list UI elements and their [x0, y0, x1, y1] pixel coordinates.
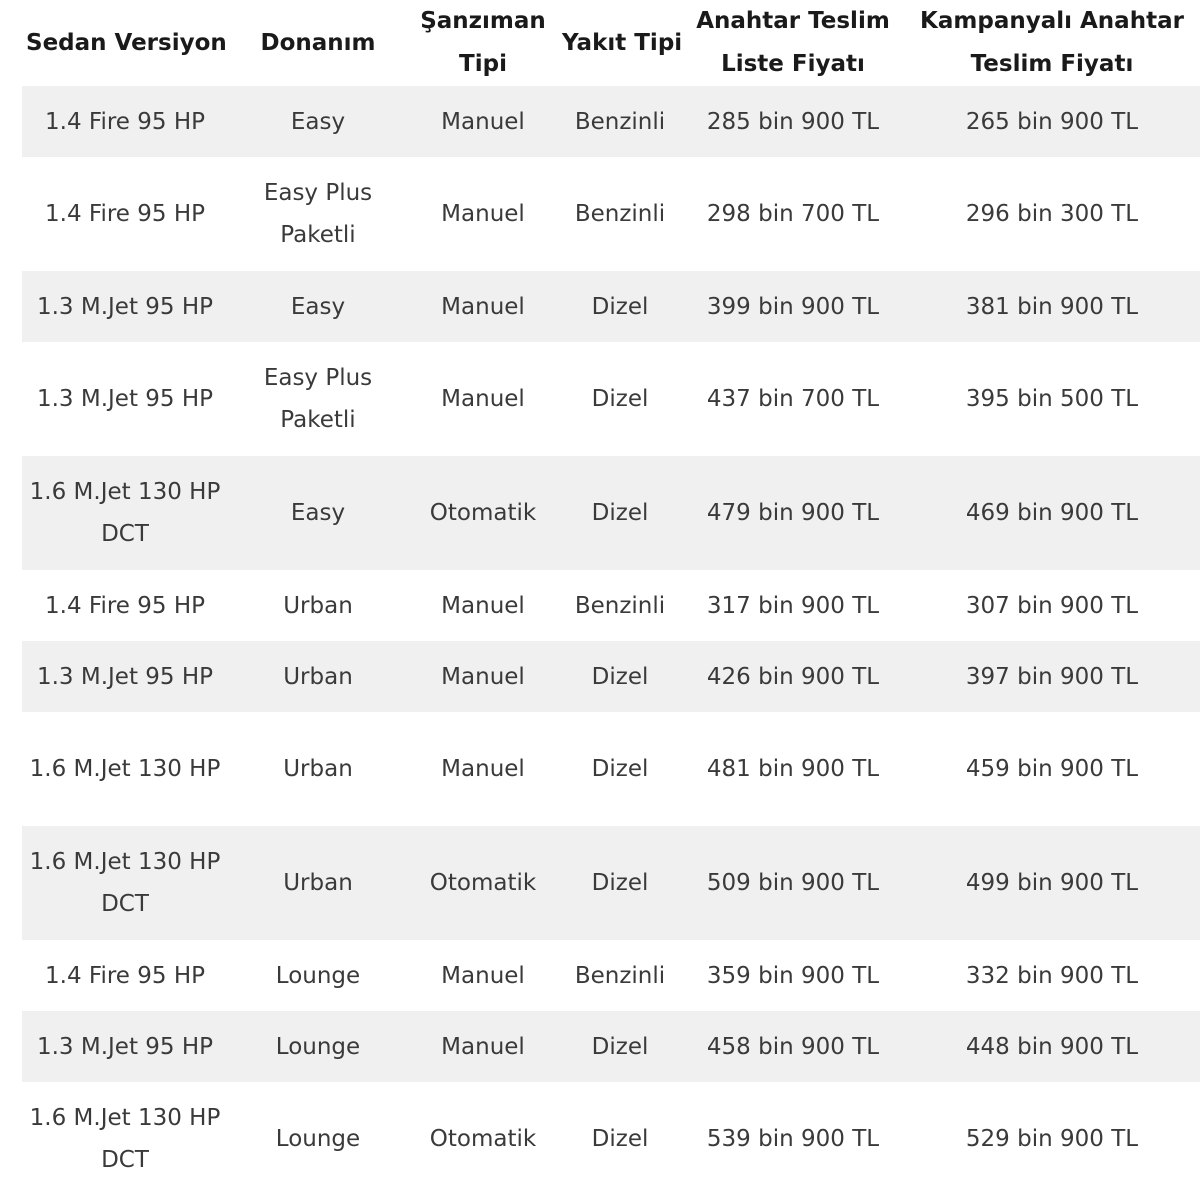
- cell-liste-fiyati: 426 bin 900 TL: [682, 641, 904, 712]
- cell-donanim: Lounge: [228, 1082, 408, 1196]
- table-row: [22, 826, 1200, 940]
- cell-yakit-tipi: Benzinli: [558, 157, 682, 271]
- table-row: [22, 86, 1200, 157]
- price-table-container: [22, 0, 1200, 1196]
- cell-donanim: Urban: [228, 570, 408, 641]
- cell-sanziman-tipi: Manuel: [408, 86, 558, 157]
- cell-sanziman-tipi: Manuel: [408, 271, 558, 342]
- cell-sanziman-tipi: Manuel: [408, 570, 558, 641]
- cell-donanim: Easy: [228, 271, 408, 342]
- cell-yakit-tipi: Dizel: [558, 826, 682, 940]
- cell-liste-fiyati: 481 bin 900 TL: [682, 712, 904, 826]
- cell-sanziman-tipi: Manuel: [408, 940, 558, 1011]
- cell-liste-fiyati: 359 bin 900 TL: [682, 940, 904, 1011]
- cell-kampanyali-fiyat: 381 bin 900 TL: [904, 271, 1200, 342]
- cell-donanim: Lounge: [228, 1011, 408, 1082]
- table-row: [22, 456, 1200, 570]
- cell-kampanyali-fiyat: 307 bin 900 TL: [904, 570, 1200, 641]
- cell-kampanyali-fiyat: 448 bin 900 TL: [904, 1011, 1200, 1082]
- cell-kampanyali-fiyat: 395 bin 500 TL: [904, 342, 1200, 456]
- cell-sedan-versiyon: 1.6 M.Jet 130 HP DCT: [22, 1082, 228, 1196]
- cell-liste-fiyati: 458 bin 900 TL: [682, 1011, 904, 1082]
- table-row: [22, 641, 1200, 712]
- cell-kampanyali-fiyat: 529 bin 900 TL: [904, 1082, 1200, 1196]
- cell-sedan-versiyon: 1.3 M.Jet 95 HP: [22, 342, 228, 456]
- cell-sedan-versiyon: 1.3 M.Jet 95 HP: [22, 1011, 228, 1082]
- cell-liste-fiyati: 298 bin 700 TL: [682, 157, 904, 271]
- cell-yakit-tipi: Dizel: [558, 271, 682, 342]
- cell-yakit-tipi: Benzinli: [558, 570, 682, 641]
- header-liste-fiyati: Anahtar Teslim Liste Fiyatı: [682, 0, 904, 86]
- cell-kampanyali-fiyat: 459 bin 900 TL: [904, 712, 1200, 826]
- cell-liste-fiyati: 317 bin 900 TL: [682, 570, 904, 641]
- cell-sedan-versiyon: 1.6 M.Jet 130 HP: [22, 712, 228, 826]
- cell-sedan-versiyon: 1.6 M.Jet 130 HP DCT: [22, 456, 228, 570]
- cell-yakit-tipi: Dizel: [558, 1082, 682, 1196]
- cell-liste-fiyati: 479 bin 900 TL: [682, 456, 904, 570]
- cell-kampanyali-fiyat: 469 bin 900 TL: [904, 456, 1200, 570]
- cell-donanim: Lounge: [228, 940, 408, 1011]
- table-row: [22, 712, 1200, 826]
- cell-sanziman-tipi: Otomatik: [408, 826, 558, 940]
- cell-donanim: Easy Plus Paketli: [228, 342, 408, 456]
- header-sanziman-tipi: Şanzıman Tipi: [408, 0, 558, 86]
- table-row: [22, 570, 1200, 641]
- cell-sedan-versiyon: 1.4 Fire 95 HP: [22, 940, 228, 1011]
- cell-liste-fiyati: 437 bin 700 TL: [682, 342, 904, 456]
- cell-yakit-tipi: Benzinli: [558, 940, 682, 1011]
- cell-liste-fiyati: 285 bin 900 TL: [682, 86, 904, 157]
- cell-sanziman-tipi: Otomatik: [408, 456, 558, 570]
- cell-sanziman-tipi: Manuel: [408, 1011, 558, 1082]
- header-yakit-tipi: Yakıt Tipi: [558, 0, 682, 86]
- cell-donanim: Easy: [228, 86, 408, 157]
- table-row: [22, 271, 1200, 342]
- cell-kampanyali-fiyat: 332 bin 900 TL: [904, 940, 1200, 1011]
- cell-yakit-tipi: Dizel: [558, 456, 682, 570]
- cell-donanim: Easy Plus Paketli: [228, 157, 408, 271]
- cell-sanziman-tipi: Manuel: [408, 712, 558, 826]
- table-header: [22, 0, 1200, 86]
- cell-yakit-tipi: Dizel: [558, 342, 682, 456]
- cell-donanim: Urban: [228, 641, 408, 712]
- cell-kampanyali-fiyat: 296 bin 300 TL: [904, 157, 1200, 271]
- cell-sanziman-tipi: Manuel: [408, 157, 558, 271]
- cell-liste-fiyati: 509 bin 900 TL: [682, 826, 904, 940]
- header-row: [22, 0, 1200, 86]
- cell-sanziman-tipi: Manuel: [408, 641, 558, 712]
- cell-yakit-tipi: Dizel: [558, 1011, 682, 1082]
- cell-sedan-versiyon: 1.4 Fire 95 HP: [22, 86, 228, 157]
- cell-sedan-versiyon: 1.3 M.Jet 95 HP: [22, 271, 228, 342]
- header-sedan-versiyon: Sedan Versiyon: [22, 0, 228, 86]
- cell-liste-fiyati: 399 bin 900 TL: [682, 271, 904, 342]
- cell-sanziman-tipi: Manuel: [408, 342, 558, 456]
- table-row: [22, 1011, 1200, 1082]
- header-donanim: Donanım: [228, 0, 408, 86]
- cell-sedan-versiyon: 1.3 M.Jet 95 HP: [22, 641, 228, 712]
- cell-sedan-versiyon: 1.4 Fire 95 HP: [22, 157, 228, 271]
- cell-donanim: Urban: [228, 712, 408, 826]
- table-row: [22, 1082, 1200, 1196]
- cell-yakit-tipi: Dizel: [558, 712, 682, 826]
- price-table: [22, 0, 1200, 1196]
- table-row: [22, 157, 1200, 271]
- cell-donanim: Easy: [228, 456, 408, 570]
- cell-sedan-versiyon: 1.6 M.Jet 130 HP DCT: [22, 826, 228, 940]
- cell-kampanyali-fiyat: 397 bin 900 TL: [904, 641, 1200, 712]
- cell-sanziman-tipi: Otomatik: [408, 1082, 558, 1196]
- table-row: [22, 940, 1200, 1011]
- header-kampanyali-fiyat: Kampanyalı Anahtar Teslim Fiyatı: [904, 0, 1200, 86]
- table-body: [22, 86, 1200, 1196]
- cell-kampanyali-fiyat: 265 bin 900 TL: [904, 86, 1200, 157]
- cell-kampanyali-fiyat: 499 bin 900 TL: [904, 826, 1200, 940]
- cell-liste-fiyati: 539 bin 900 TL: [682, 1082, 904, 1196]
- cell-yakit-tipi: Benzinli: [558, 86, 682, 157]
- table-row: [22, 342, 1200, 456]
- cell-yakit-tipi: Dizel: [558, 641, 682, 712]
- cell-sedan-versiyon: 1.4 Fire 95 HP: [22, 570, 228, 641]
- cell-donanim: Urban: [228, 826, 408, 940]
